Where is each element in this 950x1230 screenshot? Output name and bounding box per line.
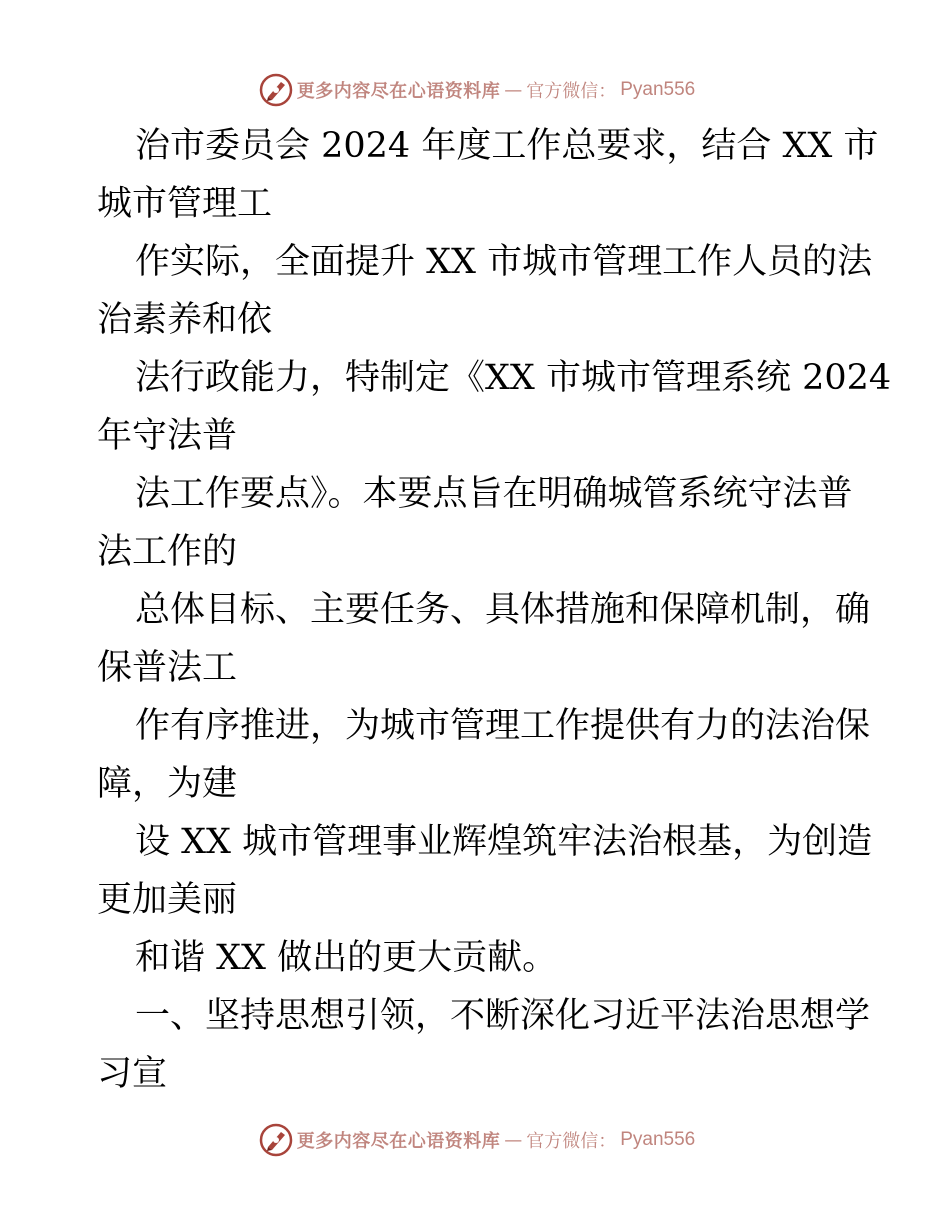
text-line-5: 法行政能力，特制定《XX 市城市管理系统 2024 xyxy=(135,358,892,398)
text-line-13: 设 XX 城市管理事业辉煌筑牢法治根基，为创造 xyxy=(135,822,873,862)
header-banner xyxy=(0,70,950,110)
header-wechat-label: 官方微信： xyxy=(526,81,617,102)
section-heading-1: 一、坚持思想引领，不断深化习近平法治思想学 xyxy=(135,996,871,1036)
text-line-4: 治素养和依 xyxy=(97,300,273,340)
footer-banner xyxy=(0,1120,950,1160)
text-line-17: 习宣 xyxy=(97,1054,168,1094)
footer-main-text: 更多内容尽在心语资料库 xyxy=(296,1131,501,1152)
pen-circle-logo-icon xyxy=(259,73,293,107)
text-line-9: 总体目标、主要任务、具体措施和保障机制，确 xyxy=(135,590,871,630)
text-line-7: 法工作要点》。本要点旨在明确城管系统守法普 xyxy=(135,474,853,514)
footer-banner-inner xyxy=(255,1123,696,1157)
footer-separator: — xyxy=(504,1129,523,1151)
text-line-15: 和谐 XX 做出的更大贡献。 xyxy=(135,938,558,978)
text-line-1: 治市委员会 2024 年度工作总要求，结合 XX 市 xyxy=(135,126,879,166)
text-line-10: 保普法工 xyxy=(97,648,238,688)
text-line-11: 作有序推进，为城市管理工作提供有力的法治保 xyxy=(135,706,871,746)
footer-wechat-id: Pyan556 xyxy=(620,1129,696,1150)
header-separator: — xyxy=(504,79,523,101)
text-line-8: 法工作的 xyxy=(97,532,238,572)
header-wechat-id: Pyan556 xyxy=(620,79,696,100)
header-banner-inner xyxy=(255,73,696,107)
text-line-14: 更加美丽 xyxy=(97,880,238,920)
header-main-text: 更多内容尽在心语资料库 xyxy=(296,81,501,102)
text-line-12: 障，为建 xyxy=(97,764,238,804)
text-line-2: 城市管理工 xyxy=(97,184,273,224)
text-line-3: 作实际，全面提升 XX 市城市管理工作人员的法 xyxy=(135,242,873,282)
text-line-6: 年守法普 xyxy=(97,416,238,456)
pen-circle-logo-icon xyxy=(259,1123,293,1157)
footer-wechat-label: 官方微信： xyxy=(526,1131,617,1152)
